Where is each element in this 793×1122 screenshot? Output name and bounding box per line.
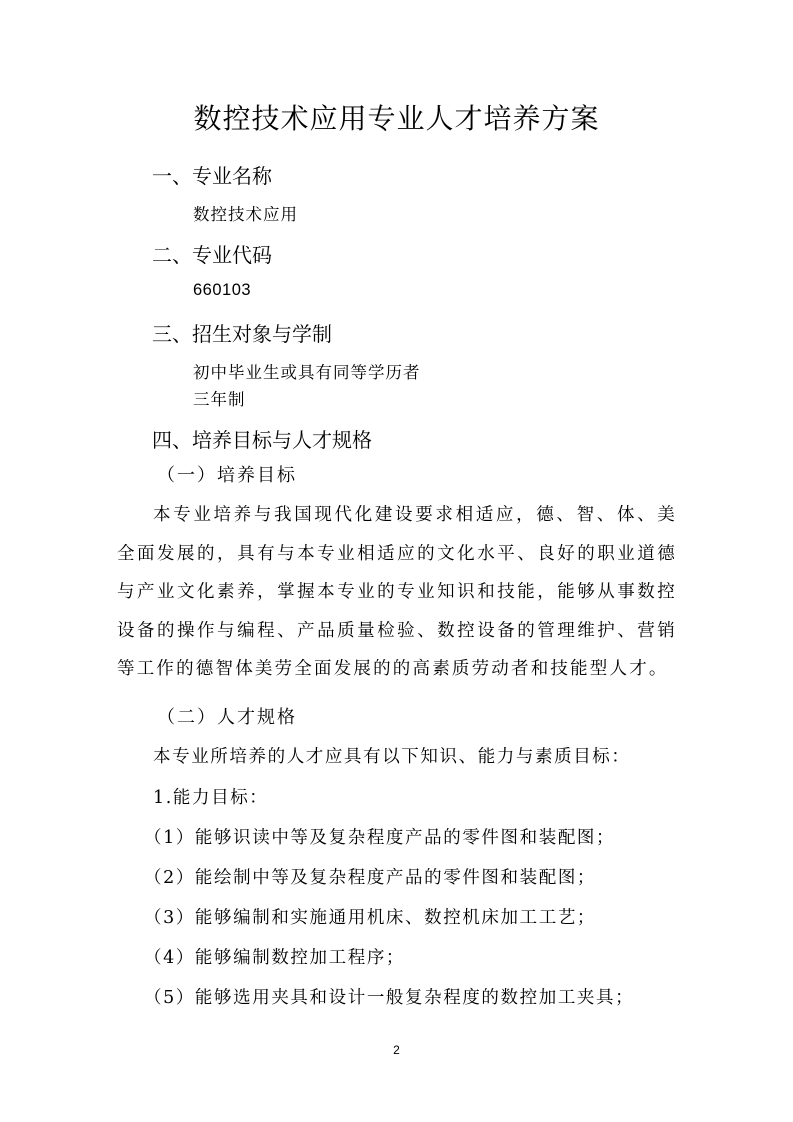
enrollment-target: 初中毕业生或具有同等学历者 [193,363,421,382]
talent-spec-intro: 本专业所培养的人才应具有以下知识、能力与素质目标： [153,747,631,767]
ability-item: （1）能够识读中等及复杂程度产品的零件图和装配图； [144,828,616,848]
subheading-training-goal: （一）培养目标 [157,465,297,486]
section-heading-major-code: 二、专业代码 [152,243,272,267]
ability-item: （3）能够编制和实施通用机床、数控机床加工工艺； [144,908,597,928]
training-goal-paragraph: 本专业培养与我国现代化建设要求相适应，德、智、体、美全面发展的，具有与本专业相适应的文化水平、良好的职业道德与产业文化素养，掌握本专业的专业知识和技能，能够从事数控设备的操作与编程、产品质量检验、数控设备的管理维护、营销等工作的德智体美劳全面发展的的高素质劳动者和技能型人才。 [117,505,677,679]
subheading-talent-spec: （二）人才规格 [157,707,297,728]
major-name-value: 数控技术应用 [193,205,298,224]
page-number: 2 [393,1043,400,1057]
ability-item: （5）能够选用夹具和设计一般复杂程度的数控加工夹具； [144,988,635,1008]
ability-goals-heading: 1.能力目标： [153,788,269,808]
study-duration: 三年制 [193,390,246,409]
ability-item: （4）能够编制数控加工程序； [144,948,406,968]
section-heading-goals-specs: 四、培养目标与人才规格 [152,428,372,452]
document-title: 数控技术应用专业人才培养方案 [193,102,600,135]
section-heading-major-name: 一、专业名称 [152,164,272,188]
major-code-value: 660103 [193,281,252,299]
section-heading-enrollment: 三、招生对象与学制 [152,322,332,346]
ability-item: （2）能绘制中等及复杂程度产品的零件图和装配图； [144,868,597,888]
